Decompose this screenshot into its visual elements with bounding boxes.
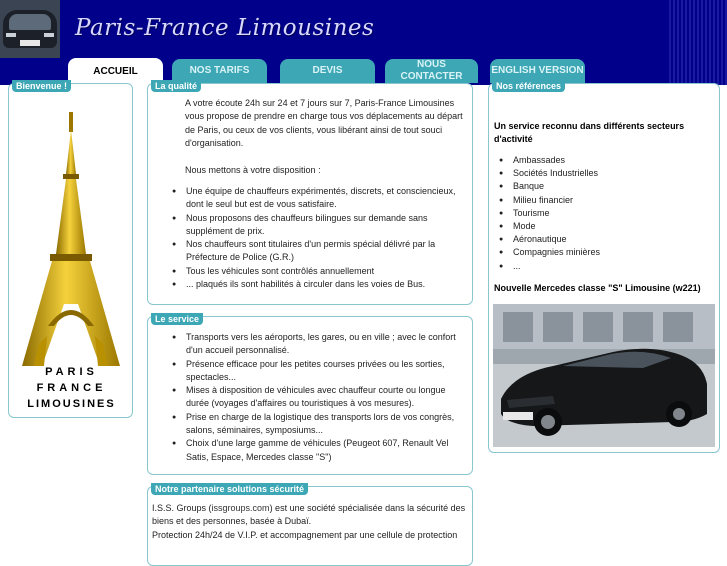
partner-panel (147, 486, 473, 566)
list-item: ● Prise en charge de la logistique des transports lors de vos congrès, salons, séminaires, symposiums... (172, 411, 470, 438)
quality-lead: Nous mettons à votre disposition : (185, 165, 321, 175)
brand-text (14, 364, 129, 412)
partner-text-pre: I.S.S. Groups ( (152, 503, 212, 513)
list-item: ● Ambassades (513, 154, 600, 167)
tab-nous-contacter[interactable]: NOUS CONTACTER (385, 59, 478, 83)
list-item: ● Une équipe de chauffeurs expérimentés, discrets, et consciencieux, dont le seul but est de vous satisfaire. (172, 185, 470, 212)
welcome-label: Bienvenue ! (12, 80, 71, 92)
list-item: ● Choix d'une large gamme de véhicules (Peugeot 607, Renault Vel Satis, Espace, Mercedes classe "S") (172, 437, 470, 464)
tab-devis[interactable]: DEVIS (280, 59, 375, 83)
quality-label: La qualité (151, 80, 201, 92)
brand-line-limousines: LIMOUSINES (27, 398, 116, 410)
list-item: ● Nos chauffeurs sont titulaires d'un permis spécial délivré par la Préfecture de Police (G.R.) (172, 238, 470, 265)
list-item: ● Milieu financier (513, 194, 600, 207)
list-item: ● Présence efficace pour les petites courses privées ou les sorties, spectacles... (172, 358, 470, 385)
list-item: ● Tous les véhicules sont contrôlés annuellement (172, 265, 470, 278)
list-item: ● Transports vers les aéroports, les gares, ou en ville ; avec le confort d'un accueil personnalisé. (172, 331, 470, 358)
references-label: Nos références (492, 80, 565, 92)
issgroups-link[interactable]: issgroups.com (211, 503, 270, 513)
quality-intro: A votre écoute 24h sur 24 et 7 jours sur 7, Paris-France Limousines vous propose de prendre en charge tous vos déplacements au départ de Paris, ou ceux de vos clients, vous libérant ainsi de tout souci d'organisation. (185, 98, 463, 148)
list-item: ● Aéronautique (513, 233, 600, 246)
header-car-photo (0, 0, 60, 58)
eiffel-tower-logo (14, 104, 129, 404)
partner-text (152, 502, 470, 542)
references-heading: Un service reconnu dans différents secteurs d'activité (494, 121, 685, 144)
tab-english-version[interactable]: ENGLISH VERSION (490, 59, 585, 83)
partner-text-line2: Protection 24h/24 de V.I.P. et accompagnement par une cellule de protection (152, 529, 458, 540)
car-heading: Nouvelle Mercedes classe "S" Limousine (w221) (494, 283, 701, 293)
brand-line-paris: PARIS (45, 366, 98, 378)
list-item: ● Mises à disposition de véhicules avec chauffeur courte ou longue durée (voyages d'affaires ou touristiques à vos mesures). (172, 384, 470, 411)
list-item: ● Compagnies minières (513, 246, 600, 259)
list-item: ● ... (513, 260, 600, 273)
list-item: ● Mode (513, 220, 600, 233)
list-item: ● Sociétés Industrielles (513, 167, 600, 180)
quality-panel (147, 83, 473, 305)
tab-nos-tarifs[interactable]: NOS TARIFS (172, 59, 267, 83)
service-list (172, 331, 470, 464)
service-panel (147, 316, 473, 475)
tab-accueil[interactable]: ACCUEIL (68, 58, 163, 85)
list-item: ● Nous proposons des chauffeurs bilingues sur demande sans supplément de prix. (172, 212, 470, 239)
references-list (513, 154, 600, 273)
quality-list (172, 185, 470, 291)
list-item: ● Tourisme (513, 207, 600, 220)
list-item: ● Banque (513, 180, 600, 193)
site-title: Paris-France Limousines (75, 15, 375, 41)
list-item: ● ... plaqués ils sont habilités à circuler dans les voies de Bus. (172, 278, 470, 291)
partner-label: Notre partenaire solutions sécurité (151, 483, 308, 495)
welcome-panel (8, 83, 133, 418)
brand-line-france: FRANCE (36, 382, 107, 394)
mercedes-photo (493, 304, 715, 447)
header-stripes (667, 0, 727, 85)
service-label: Le service (151, 313, 203, 325)
partner-text-post: ) est une société spécialisée dans la sécurité des biens et des personnes, basée à Dubaï. (152, 503, 466, 527)
references-panel (488, 83, 720, 453)
